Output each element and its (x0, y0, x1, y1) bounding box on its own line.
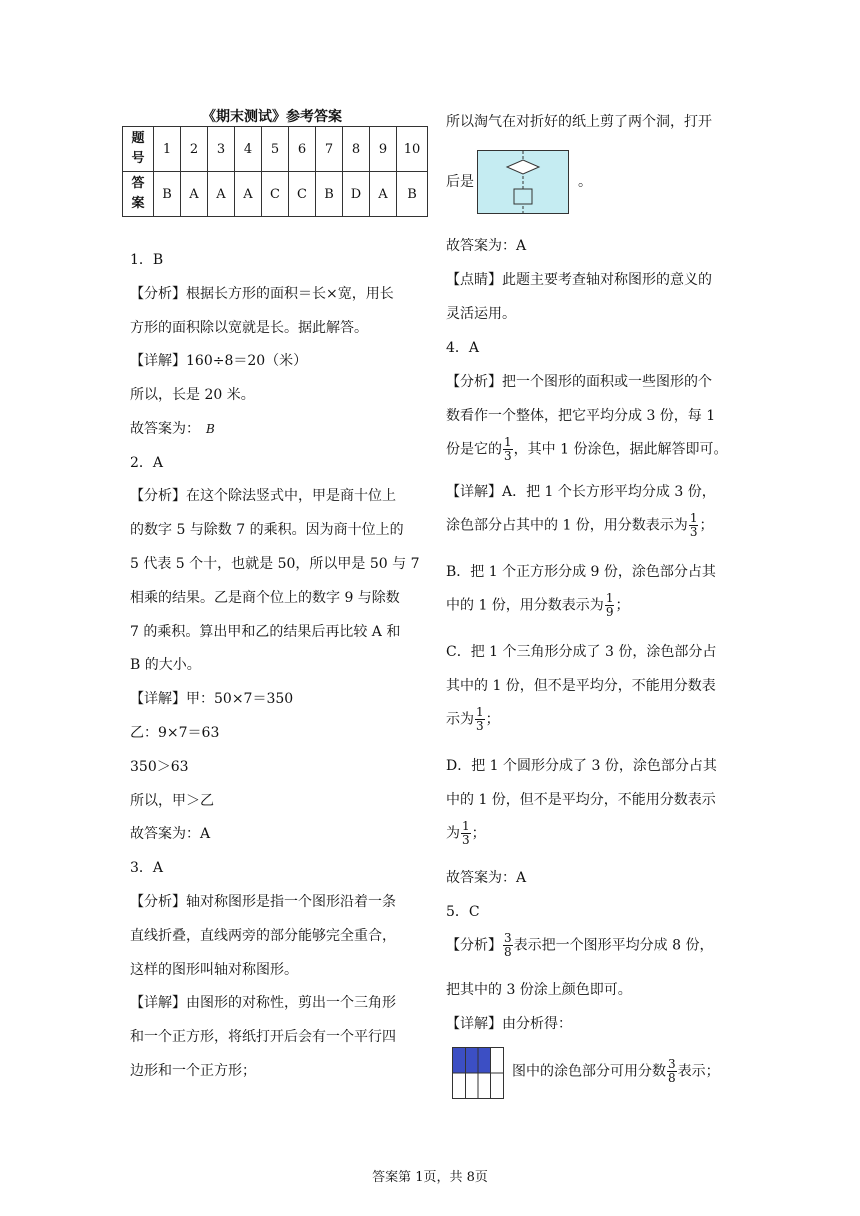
page-footer: 答案第 1页，共 8页 (372, 1170, 488, 1185)
text-segment: 中的 1 份，用分数表示为 (446, 597, 604, 614)
q4-option-b-line (446, 592, 629, 619)
q3-heading: 3．A (130, 860, 164, 876)
q1-heading: 1．B (130, 252, 164, 268)
q2-answer: 故答案为：A (130, 826, 211, 842)
table-cell: 2 (181, 127, 208, 172)
table-row (123, 172, 428, 217)
text-segment: 表示； (677, 1063, 720, 1080)
table-cell: 10 (397, 127, 428, 172)
table-cell: 1 (154, 127, 181, 172)
q3-analysis-line: 【分析】轴对称图形是指一个图形沿着一条 (130, 894, 396, 910)
table-cell: C (289, 172, 316, 217)
text-segment: 份是它的 (446, 441, 502, 458)
fraction-numerator: 1 (476, 705, 484, 719)
q4-analysis-line: 数看作一个整体，把它平均分成 3 份，每 1 (446, 408, 716, 424)
fraction-denominator: 8 (668, 1071, 676, 1085)
q3-detail-line: 边形和一个正方形； (130, 1063, 256, 1079)
fraction-numerator: 3 (668, 1057, 676, 1071)
table-cell: B (397, 172, 428, 217)
q2-analysis-line: B 的大小。 (130, 657, 201, 673)
table-cell: C (262, 172, 289, 217)
q3-detail-line: 和一个正方形，将纸打开后会有一个平行四 (130, 1029, 396, 1045)
table-cell: 4 (235, 127, 262, 172)
q2-analysis-line: 5 代表 5 个十，也就是 50，所以甲是 50 与 7 (130, 556, 420, 572)
text-segment: ； (615, 597, 630, 614)
q2-heading: 2．A (130, 455, 164, 471)
text-segment: ； (471, 825, 486, 842)
fraction (605, 592, 615, 619)
q3-analysis-line: 直线折叠，直线两旁的部分能够完全重合， (130, 928, 396, 944)
q4-analysis-line: 【分析】把一个图形的面积或一些图形的个 (446, 374, 712, 390)
q5-analysis-line: 把其中的 3 份涂上颜色即可。 (446, 982, 632, 998)
q3-conclusion-line: 所以淘气在对折好的纸上剪了两个洞，打开 (446, 114, 712, 130)
q2-analysis-line: 7 的乘积。算出甲和乙的结果后再比较 A 和 (130, 624, 401, 640)
fraction-denominator: 8 (504, 945, 512, 959)
q4-option-c-line (446, 706, 500, 733)
table-cell: A (181, 172, 208, 217)
table-cell: A (370, 172, 397, 217)
text-segment: 【分析】 (446, 937, 502, 954)
q2-analysis-line: 相乘的结果。乙是商个位上的数字 9 与除数 (130, 590, 400, 606)
q1-analysis-line: 【分析】根据长方形的面积＝长×宽，用长 (130, 286, 394, 302)
text-segment: 为 (446, 825, 460, 842)
q5-analysis-line (446, 932, 713, 959)
fraction (461, 820, 471, 847)
q1-answer (130, 419, 215, 439)
q2-detail-line: 乙：9×7＝63 (130, 725, 220, 741)
q1-detail-line: 所以，长是 20 米。 (130, 387, 255, 403)
text-segment: ； (485, 711, 500, 728)
q5-detail-line (512, 1058, 720, 1085)
shaded-grid-figure (452, 1047, 504, 1099)
q4-detail-line (446, 512, 713, 539)
table-cell: 8 (343, 127, 370, 172)
fraction-denominator: 9 (605, 605, 614, 619)
q3-comment-line: 【点睛】此题主要考查轴对称图形的意义的 (446, 272, 712, 288)
text-segment: ，其中 1 份涂色，据此解答即可。 (513, 441, 728, 458)
grid-icon (453, 1048, 503, 1098)
page-title: 《期末测试》参考答案 (202, 109, 342, 125)
q4-option-c-line: 其中的 1 份，但不是平均分，不能用分数表 (446, 678, 716, 694)
q1-detail-line: 【详解】160÷8＝20（米） (130, 353, 308, 369)
fraction-numerator: 1 (504, 435, 512, 449)
q3-answer: 故答案为：A (446, 238, 527, 254)
q4-option-c-line: C．把 1 个三角形分成了 3 份，涂色部分占 (446, 644, 717, 660)
q4-option-d-line: 中的 1 份，但不是平均分，不能用分数表示 (446, 792, 716, 808)
fraction-numerator: 1 (689, 511, 698, 525)
fraction (475, 706, 485, 733)
q2-detail-line: 所以，甲＞乙 (130, 793, 214, 809)
table-cell: B (316, 172, 343, 217)
row-header-number: 题 号 (123, 127, 154, 172)
q5-heading: 5．C (446, 904, 480, 920)
fraction-denominator: 3 (689, 525, 698, 539)
folded-paper-figure (477, 150, 569, 214)
answer-value: B (206, 422, 215, 436)
q4-answer: 故答案为：A (446, 870, 527, 886)
text-segment: 表示把一个图形平均分成 8 份， (513, 937, 714, 954)
table-cell: A (208, 172, 235, 217)
fraction (689, 512, 699, 539)
fraction-numerator: 1 (605, 591, 614, 605)
table-cell: B (154, 172, 181, 217)
fraction-denominator: 3 (462, 833, 470, 847)
q3-detail-line: 【详解】由图形的对称性，剪出一个三角形 (130, 995, 396, 1011)
q2-detail-line: 【详解】甲：50×7＝350 (130, 691, 294, 707)
q3-analysis-line: 这样的图形叫轴对称图形。 (130, 962, 298, 978)
answer-table (122, 126, 428, 217)
q1-analysis-line: 方形的面积除以宽就是长。据此解答。 (130, 320, 368, 336)
fraction-numerator: 1 (462, 819, 470, 833)
q2-analysis-line: 【分析】在这个除法竖式中，甲是商十位上 (130, 488, 396, 504)
fraction (503, 932, 513, 959)
text-segment: 图中的涂色部分可用分数 (512, 1063, 666, 1080)
fraction (503, 436, 513, 463)
q4-option-d-line (446, 820, 486, 847)
q4-option-d-line: D．把 1 个圆形分成了 3 份，涂色部分占其 (446, 758, 717, 774)
row-header-answer: 答 案 (123, 172, 154, 217)
table-cell: 9 (370, 127, 397, 172)
q3-conclusion-prefix: 后是 (446, 174, 474, 190)
fraction-denominator: 3 (504, 449, 512, 463)
fraction-denominator: 3 (476, 719, 484, 733)
table-cell: 6 (289, 127, 316, 172)
text-segment: 示为 (446, 711, 474, 728)
table-cell: 5 (262, 127, 289, 172)
table-cell: D (343, 172, 370, 217)
q4-analysis-line (446, 436, 727, 463)
q4-heading: 4．A (446, 340, 480, 356)
q4-option-b-line: B．把 1 个正方形分成 9 份，涂色部分占其 (446, 564, 716, 580)
answer-prefix: 故答案为： (130, 421, 200, 437)
table-row (123, 127, 428, 172)
text-segment: 涂色部分占其中的 1 份，用分数表示为 (446, 517, 688, 534)
table-cell: 3 (208, 127, 235, 172)
q2-detail-line: 350＞63 (130, 759, 189, 775)
q3-conclusion-suffix: 。 (578, 174, 592, 190)
table-cell: A (235, 172, 262, 217)
q4-detail-line: 【详解】A．把 1 个长方形平均分成 3 份， (446, 484, 716, 500)
table-cell: 7 (316, 127, 343, 172)
fraction-numerator: 3 (504, 931, 512, 945)
cut-shapes-icon (478, 151, 568, 213)
q2-analysis-line: 的数字 5 与除数 7 的乘积。因为商十位上的 (130, 522, 404, 538)
text-segment: ； (699, 517, 714, 534)
q3-comment-line: 灵活运用。 (446, 306, 516, 322)
fraction (667, 1058, 677, 1085)
q5-detail-line: 【详解】由分析得： (446, 1016, 572, 1032)
